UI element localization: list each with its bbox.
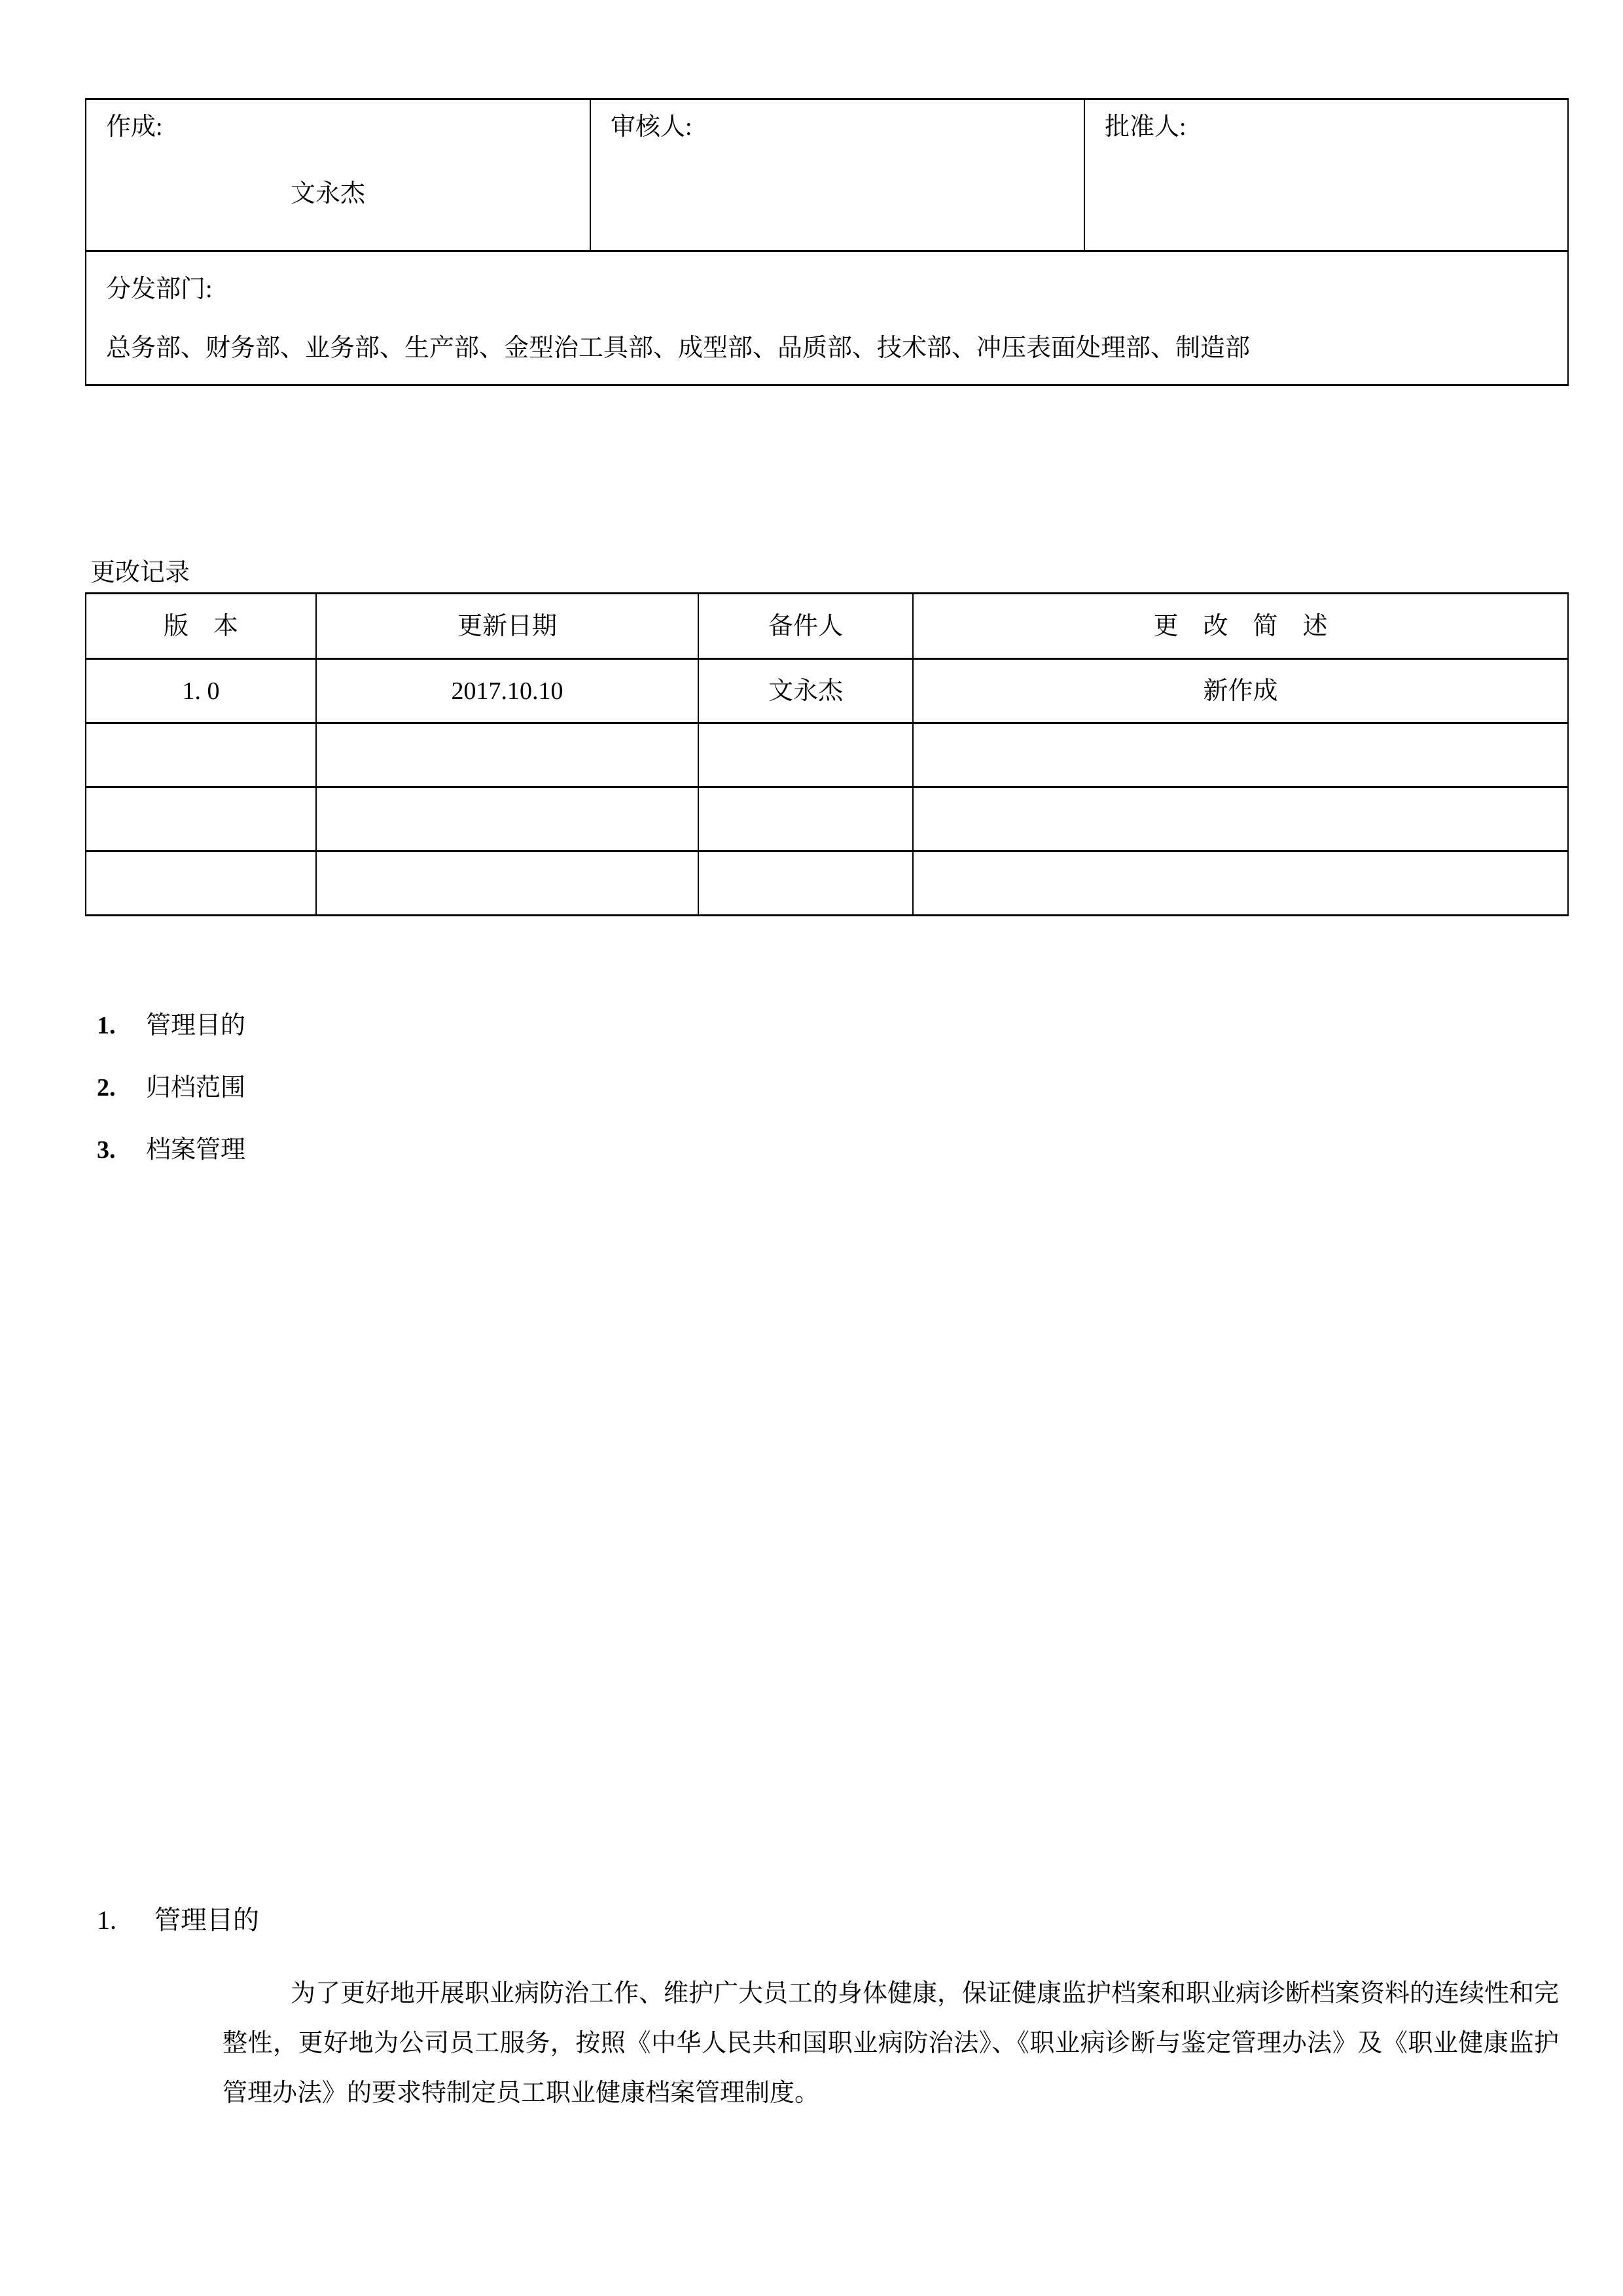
editor-cell [698, 852, 913, 916]
toc-item-archive-scope [97, 1071, 245, 1104]
toc-item-archive-management [97, 1134, 245, 1166]
toc-item-label: 归档范围 [146, 1074, 246, 1102]
section-number: 1. [97, 1905, 116, 1935]
editor-header: 备件人 [698, 594, 913, 659]
approver-cell [1084, 99, 1568, 251]
approval-table [85, 98, 1569, 386]
version-header: 版 本 [86, 594, 316, 659]
section-heading [97, 1903, 259, 1937]
version-cell [86, 723, 316, 787]
version-cell: 1. 0 [86, 659, 316, 723]
reviewer-cell [590, 99, 1084, 251]
distribution-text: 总务部、财务部、业务部、生产部、金型治工具部、成型部、品质部、技术部、冲压表面处理部、制造部 [106, 334, 1251, 362]
created-label: 作成: [106, 113, 163, 141]
version-cell [86, 852, 316, 916]
created-cell [86, 99, 590, 251]
toc-item-number: 3. [97, 1136, 116, 1164]
update-date-cell [316, 787, 698, 852]
change-record-row [86, 659, 1568, 723]
change-record-row [86, 852, 1568, 916]
section-paragraph: 为了更好地开展职业病防治工作、维护广大员工的身体健康，保证健康监护档案和职业病诊断档案资料的连续性和完整性，更好地为公司员工服务，按照《中华人民共和国职业病防治法》、《职业病诊断与鉴定管理办法》及《职业健康监护管理办法》的要求特制定员工职业健康档案管理制度。 [223, 1980, 1560, 2107]
editor-cell [698, 787, 913, 852]
distribution-label: 分发部门: [106, 276, 213, 303]
change-summary-cell: 新作成 [913, 659, 1568, 723]
update-date-header: 更新日期 [316, 594, 698, 659]
toc-item-label: 档案管理 [146, 1136, 246, 1164]
toc-list [97, 1009, 245, 1196]
update-date-cell: 2017.10.10 [316, 659, 698, 723]
reviewer-label: 审核人: [611, 113, 692, 141]
editor-cell: 文永杰 [698, 659, 913, 723]
editor-cell [698, 723, 913, 787]
approver-label: 批准人: [1105, 113, 1186, 141]
change-record-table [85, 592, 1569, 916]
change-summary-cell [913, 723, 1568, 787]
change-summary-header: 更 改 简 述 [913, 594, 1568, 659]
change-record-title: 更改记录 [90, 559, 190, 586]
update-date-cell [316, 852, 698, 916]
change-record-row [86, 787, 1568, 852]
created-name: 文永杰 [291, 180, 366, 207]
section-title: 管理目的 [154, 1905, 259, 1935]
distribution-cell [86, 251, 1568, 386]
change-record-row [86, 723, 1568, 787]
change-record-header-row [86, 594, 1568, 659]
version-cell [86, 787, 316, 852]
change-summary-cell [913, 787, 1568, 852]
toc-item-label: 管理目的 [146, 1012, 246, 1039]
toc-item-number: 2. [97, 1074, 116, 1102]
change-summary-cell [913, 852, 1568, 916]
update-date-cell [316, 723, 698, 787]
distribution-row [86, 251, 1568, 386]
toc-item-number: 1. [97, 1012, 116, 1039]
approval-row [86, 99, 1568, 251]
toc-item-management-purpose [97, 1009, 245, 1042]
